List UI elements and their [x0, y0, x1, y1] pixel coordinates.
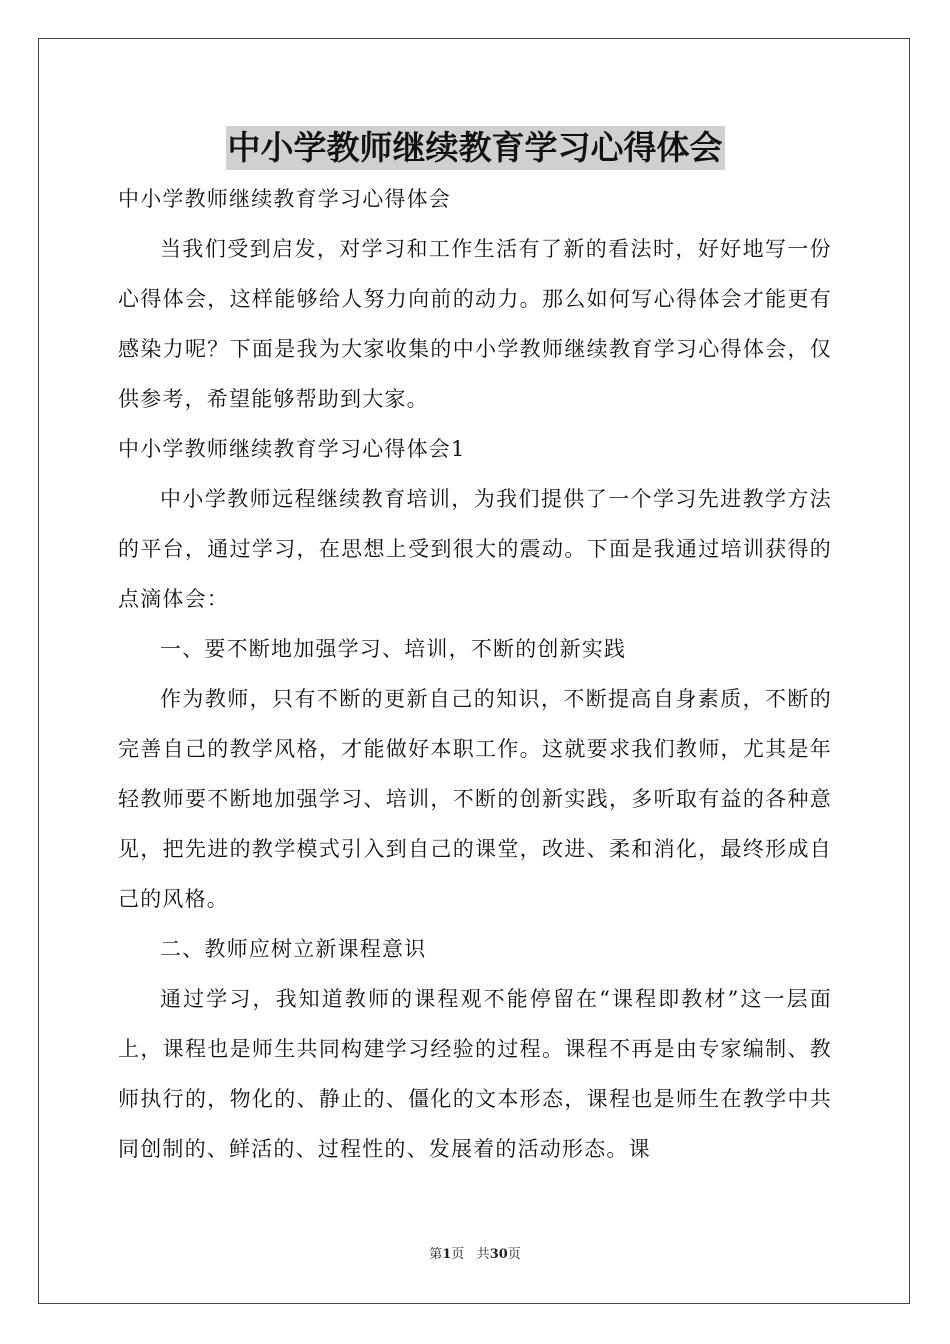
footer-total-unit: 页 — [507, 1247, 521, 1262]
body-paragraph: 中小学教师远程继续教育培训，为我们提供了一个学习先进教学方法的平台，通过学习，在思想上受到很大的震动。下面是我通过培训获得的点滴体会： — [118, 487, 832, 611]
page-footer — [0, 1246, 950, 1264]
body-paragraph: 作为教师，只有不断的更新自己的知识，不断提高自身素质，不断的完善自己的教学风格，才能做好本职工作。这就要求我们教师，尤其是年轻教师要不断地加强学习、培训，不断的创新实践，多听取有益的各种意见，把先进的教学模式引入到自己的课堂，改进、柔和消化，最终形成自己的风格。 — [118, 687, 832, 911]
point-heading-2: 二、教师应树立新课程意识 — [160, 937, 427, 961]
body-paragraph: 通过学习，我知道教师的课程观不能停留在“课程即教材”这一层面上，课程也是师生共同构建学习经验的过程。课程不再是由专家编制、教师执行的，物化的、静止的、僵化的文本形态，课程也是师生在教学中共同创制的、鲜活的、过程性的、发展着的活动形态。课 — [118, 987, 832, 1161]
footer-page-unit: 页 — [451, 1247, 465, 1262]
current-page-number: 1 — [442, 1247, 452, 1262]
title-container — [0, 126, 950, 170]
total-page-count: 30 — [489, 1247, 508, 1262]
footer-prefix: 第 — [429, 1247, 443, 1262]
footer-total-prefix: 共 — [476, 1247, 490, 1262]
subtitle-paragraph: 中小学教师继续教育学习心得体会 — [118, 187, 451, 211]
document-title: 中小学教师继续教育学习心得体会 — [226, 126, 725, 170]
intro-paragraph: 当我们受到启发，对学习和工作生活有了新的看法时，好好地写一份心得体会，这样能够给人努力向前的动力。那么如何写心得体会才能更有感染力呢？下面是我为大家收集的中小学教师继续教育学习心得体会，仅供参考，希望能够帮助到大家。 — [118, 237, 832, 411]
document-body — [118, 174, 832, 1174]
point-heading-1: 一、要不断地加强学习、培训，不断的创新实践 — [160, 637, 627, 661]
section-heading-1: 中小学教师继续教育学习心得体会1 — [118, 437, 466, 461]
